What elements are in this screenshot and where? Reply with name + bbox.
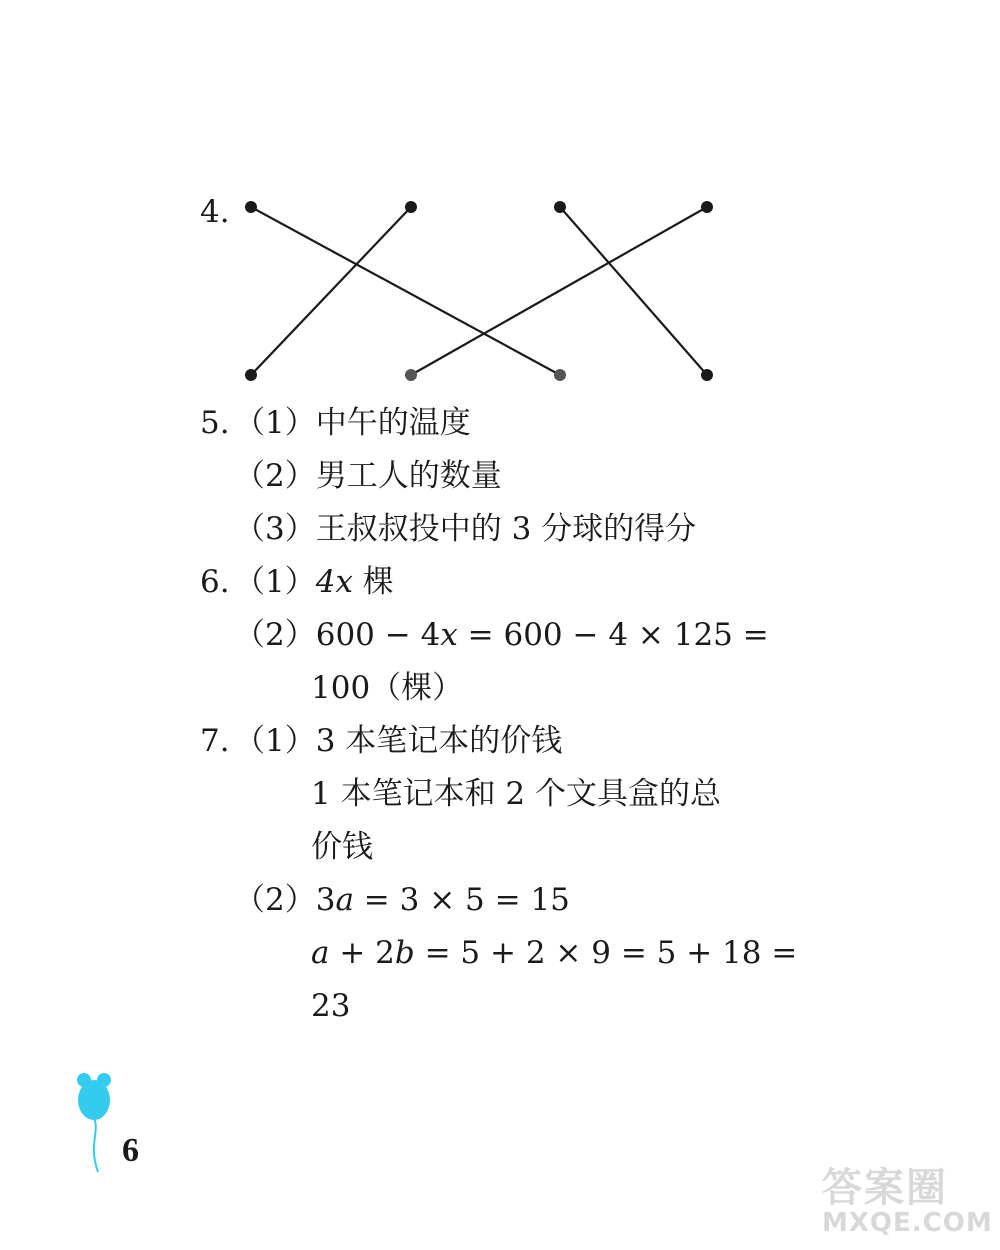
q6-part-1-expr: 4x — [315, 564, 353, 600]
q5-item-2-num: （2） — [234, 458, 316, 494]
q7-part-2-line2 — [311, 935, 798, 971]
q5-label: 5. — [200, 405, 230, 441]
q6-part-1-num: （1） — [234, 564, 316, 600]
q7-part-2-l2-d: = 5 + 2 × 9 = 5 + 18 = — [414, 935, 798, 971]
q7-part-2-l2-b: + 2 — [329, 935, 395, 971]
q6-label: 6. — [200, 564, 230, 600]
q6-part-2-b: = 600 − 4 × 125 = — [457, 617, 769, 653]
q6-part-1-unit: 棵 — [352, 564, 394, 600]
q7-part-1-line1: 3 本笔记本的价钱 — [315, 723, 563, 759]
mouse-icon — [74, 1072, 118, 1176]
q5-item-1 — [234, 405, 471, 441]
q5-item-1-text: 中午的温度 — [315, 405, 471, 441]
match-line-3 — [560, 207, 707, 375]
match-dot-bottom-3 — [554, 369, 566, 381]
q5-item-2-text: 男工人的数量 — [315, 458, 502, 494]
match-dot-bottom-4 — [701, 369, 713, 381]
q6-part-2-cont: 100（棵） — [311, 670, 464, 706]
q7-part-2-l1-a: 3 — [315, 882, 336, 918]
q6-part-2-a: 600 − 4 — [315, 617, 441, 653]
match-dot-bottom-2 — [405, 369, 417, 381]
q5-item-3-text: 王叔叔投中的 3 分球的得分 — [315, 511, 697, 547]
q7-part-2-l2-a: a — [311, 935, 330, 971]
q7-part-2 — [234, 882, 570, 918]
q6-part-2-var: x — [440, 617, 458, 653]
watermark-url: MXQE.COM — [822, 1208, 993, 1238]
q7-part-2-l1-var: a — [335, 882, 354, 918]
watermark-logo — [822, 1150, 992, 1245]
q5-item-3 — [234, 511, 697, 547]
q7-part-2-l2-c: b — [394, 935, 415, 971]
q7-part-1-line3: 价钱 — [311, 829, 373, 865]
q7-part-2-l1-b: = 3 × 5 = 15 — [353, 882, 570, 918]
q5-item-1-num: （1） — [234, 405, 316, 441]
matching-diagram — [0, 0, 1000, 400]
match-line-1 — [251, 207, 560, 375]
q7-part-2-line3: 23 — [311, 988, 351, 1024]
match-line-4 — [411, 207, 707, 375]
q4-label: 4. — [200, 194, 230, 230]
match-dot-top-1 — [245, 201, 257, 213]
q7-label: 7. — [200, 723, 230, 759]
watermark-text: 答案圈 — [822, 1165, 948, 1211]
page-number: 6 — [122, 1132, 139, 1169]
q7-part-1 — [234, 723, 563, 759]
q5-item-3-num: （3） — [234, 511, 316, 547]
match-dot-top-4 — [701, 201, 713, 213]
match-dot-top-2 — [405, 201, 417, 213]
q5-item-2 — [234, 458, 502, 494]
q6-part-1 — [234, 564, 394, 600]
match-line-2 — [251, 207, 411, 375]
q7-part-1-line2: 1 本笔记本和 2 个文具盒的总 — [311, 776, 722, 812]
q7-part-2-num: （2） — [234, 882, 316, 918]
q7-part-1-num: （1） — [234, 723, 316, 759]
match-dot-top-3 — [554, 201, 566, 213]
match-dot-bottom-1 — [245, 369, 257, 381]
q6-part-2 — [234, 617, 769, 653]
q6-part-2-num: （2） — [234, 617, 316, 653]
